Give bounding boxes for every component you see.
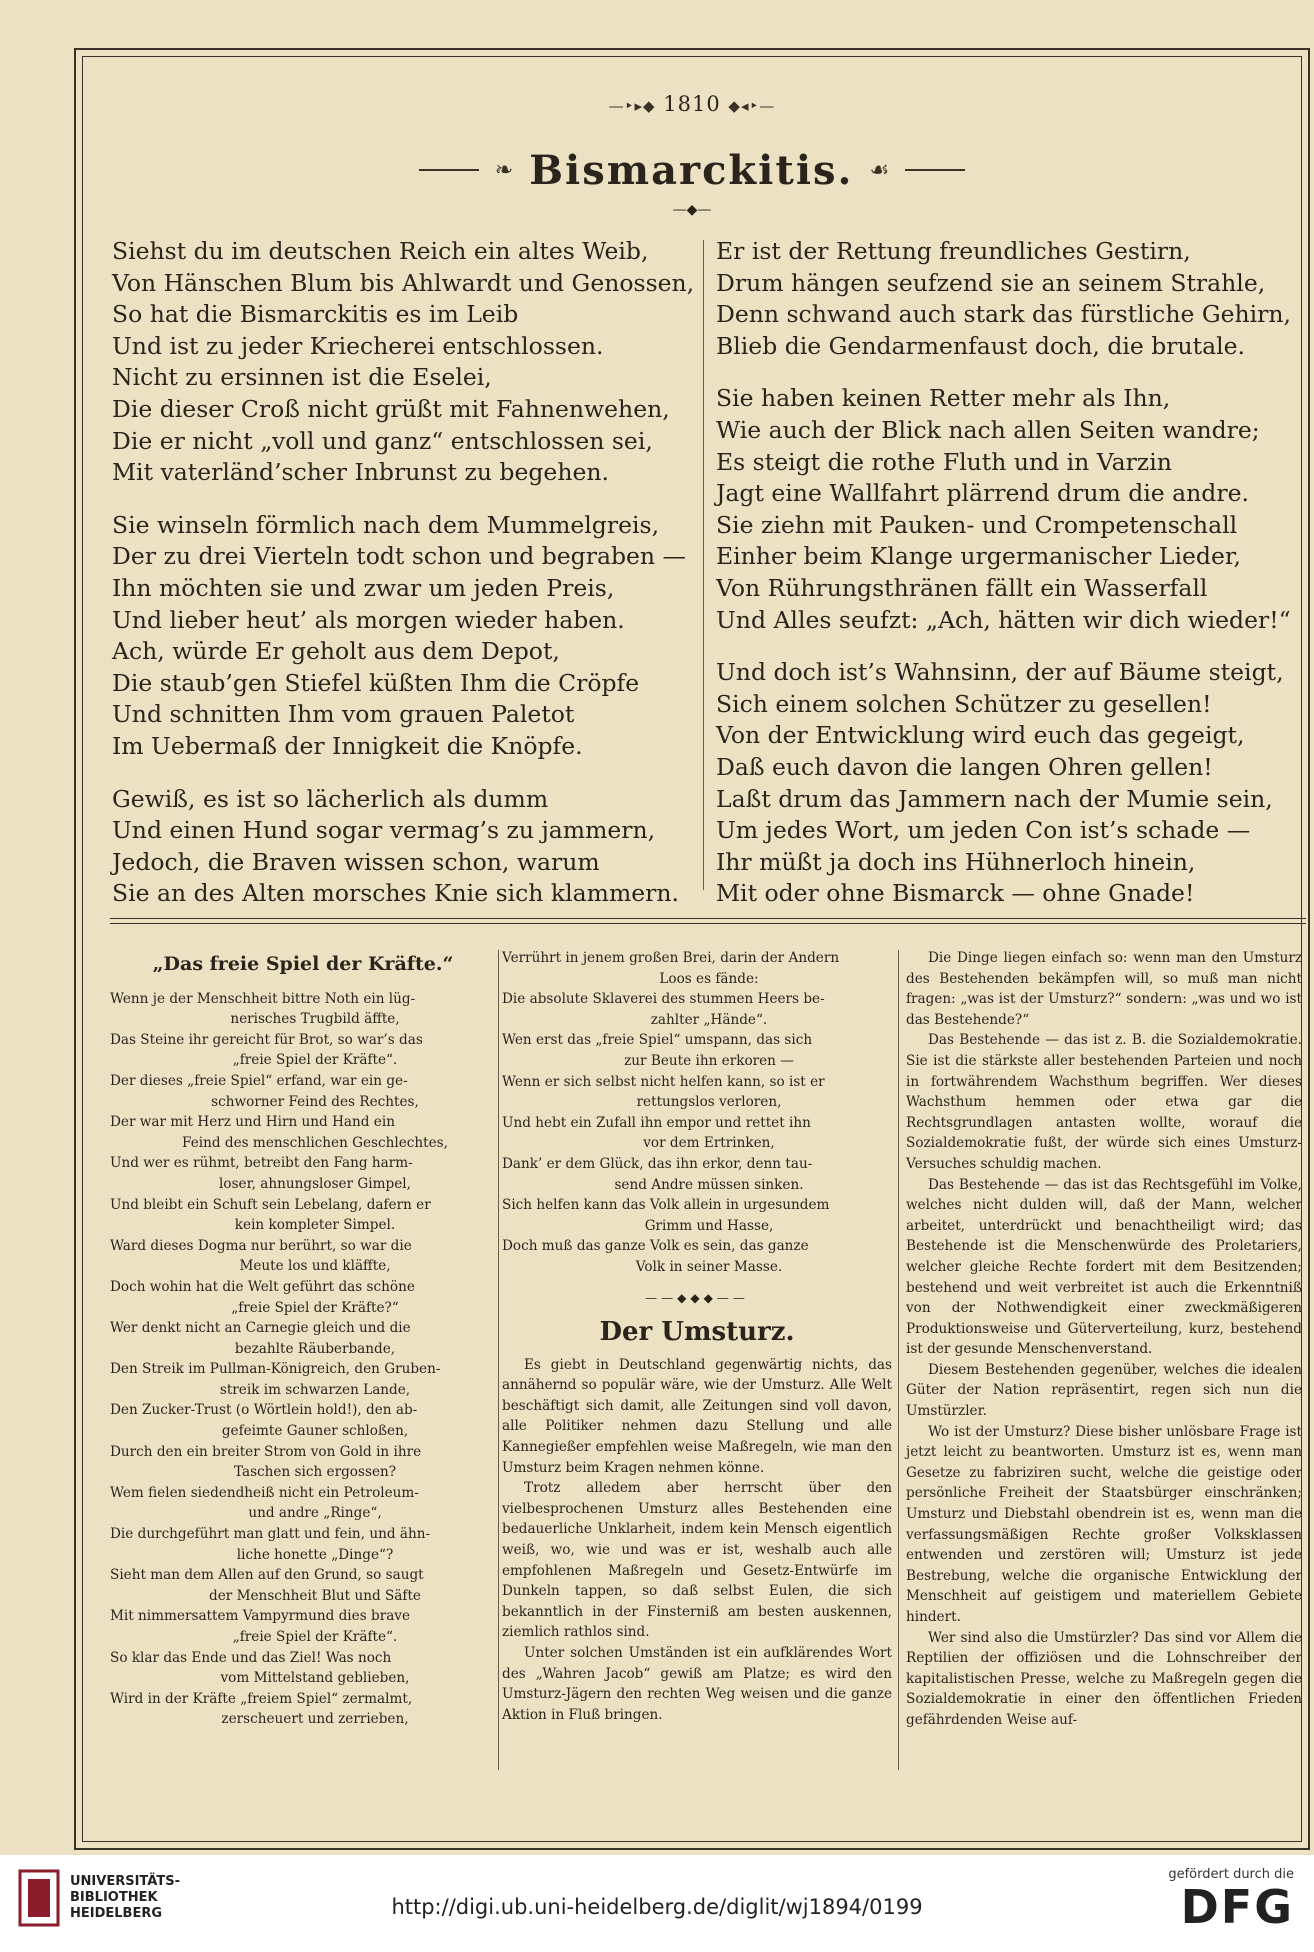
verse-line: Wen erst das „freie Spiel“ umspann, das sich <box>502 1032 813 1049</box>
poem-stanza <box>716 383 1306 636</box>
verse-line: Verrührt in jenem großen Brei, darin der Andern <box>502 950 840 966</box>
poem-line: Mit vaterländ’scher Inbrunst zu begehen. <box>112 458 609 487</box>
article-paragraph: Wo ist der Umsturz? Diese bisher unlösbare Frage ist jetzt leicht zu beantworten. Umsturz ist es, wenn man Gesetze zu fabriziren sucht, welche die geistige oder persönliche Freiheit der Staatsbürger einschränken; Umsturz und Diebstahl obendrein ist es, wenn man die verfassungsmäßigen Rechte großer Volksklassen entwenden und zerstören will; Umsturz ist jede Bestrebung, welche die organische Entwicklung der Menschheit auf geistigem und materiellem Gebiete hindert. <box>906 1423 1302 1625</box>
article-paragraph: Trotz alledem aber herrscht über den vielbesprochenen Umsturz alles Bestehenden eine bedauerliche Unklarheit, indem kein Mensch eigentlich weiß, wo, wie und was er ist, weshalb auch alle empfohlenen Maßregeln und Gesetz-Entwürfe im Dunkeln tappen, so daß selbst Eulen, die sich bekanntlich in der Finsterniß am besten auskennen, ziemlich rathlos sind. <box>502 1480 892 1641</box>
poem-line: Ach, würde Er geholt aus dem Depot, <box>112 637 560 666</box>
article-paragraph: Die Dinge liegen einfach so: wenn man den Umsturz des Bestehenden bekämpfen will, so muß man nicht fragen: „was ist der Umsturz?“ sondern: „was und wo ist das Bestehende?“ <box>906 950 1302 1028</box>
verse-line: Und wer es rühmt, betreibt den Fang harm- <box>110 1155 413 1172</box>
verse-line: Wem fielen siedendheiß nicht ein Petroleum- <box>110 1484 419 1501</box>
article-paragraph: Das Bestehende — das ist z. B. die Sozialdemokratie. Sie ist die stärkste aller bestehenden Parteien und noch in fortwährendem Wachsthum begriffen. Wer dieses Wachsthum hemmen oder etwa gar die Rechtsgrundlagen antasten wollte, worauf die Sozialdemokratie fußt, der würde sich eines Umsturz-Versuches schuldig machen. <box>906 1032 1302 1172</box>
verse-line: Durch den ein breiter Strom von Gold in ihre <box>110 1443 422 1460</box>
article-separator: ——◆◆◆—— <box>645 1290 749 1305</box>
verse-line: und andre „Ringe“, <box>248 1505 382 1522</box>
poem-line: Und einen Hund sogar vermag’s zu jammern, <box>112 816 656 845</box>
article-paragraph: Diesem Bestehenden gegenüber, welches die idealen Güter der Nation repräsentirt, regen sich nun die Umstürzler. <box>906 1361 1302 1420</box>
verse-line: Doch wohin hat die Welt geführt das schöne <box>110 1278 415 1295</box>
title-rule-left <box>419 169 479 171</box>
source-url-link[interactable]: http://digi.ub.uni-heidelberg.de/diglit/wj1894/0199 <box>391 1895 923 1919</box>
verse-line: So klar das Ende und das Ziel! Was noch <box>110 1649 392 1666</box>
poem-line: Und doch ist’s Wahnsinn, der auf Bäume steigt, <box>716 658 1284 687</box>
article1-verse-col1 <box>110 989 496 1730</box>
article-column-3 <box>906 948 1302 1731</box>
poem-column-divider <box>703 240 704 890</box>
verse-line: bezahlte Räuberbande, <box>234 1340 396 1357</box>
poem-line: Einher beim Klange urgermanischer Lieder, <box>716 542 1241 571</box>
verse-line: Den Streik im Pullman-Königreich, den Gruben- <box>110 1361 441 1378</box>
verse-line: Die absolute Sklaverei des stummen Heers be- <box>502 991 825 1008</box>
column-rule-2 <box>898 950 899 1770</box>
verse-line: „freie Spiel der Kräfte?“ <box>231 1299 399 1316</box>
poem-stanza <box>716 236 1306 362</box>
page-number-row <box>82 92 1302 116</box>
verse-line: Den Zucker-Trust (o Wörtlein hold!), den ab- <box>110 1402 418 1419</box>
university-name-line-1: UNIVERSITÄTS- <box>70 1874 180 1889</box>
section-rule-double <box>110 923 1306 924</box>
title-flourish-left: ❧ <box>494 157 514 183</box>
page-number-ornament-right: ◆◂‣— <box>728 97 776 115</box>
article1-title: „Das freie Spiel der Kräfte.“ <box>152 953 454 975</box>
article2-text-col2 <box>502 1355 892 1726</box>
verse-line: vor dem Ertrinken, <box>643 1135 775 1152</box>
verse-line: Mit nimmersattem Vampyrmund dies brave <box>110 1608 411 1625</box>
verse-line: Meute los und kläffte, <box>239 1258 391 1275</box>
verse-line: Feind des menschlichen Geschlechtes, <box>182 1134 448 1151</box>
verse-line: Und bleibt ein Schuft sein Lebelang, dafern er <box>110 1196 431 1213</box>
poem-line: Und lieber heut’ als morgen wieder haben. <box>112 605 625 634</box>
poem-line: Sie an des Alten morsches Knie sich klammern. <box>112 879 679 908</box>
verse-line: der Menschheit Blut und Säfte <box>209 1587 421 1604</box>
poem-line: Sie haben keinen Retter mehr als Ihn, <box>716 384 1171 413</box>
poem-line: Daß euch davon die langen Ohren gellen! <box>716 752 1213 781</box>
verse-line: Und hebt ein Zufall ihn empor und rettet ihn <box>502 1114 811 1131</box>
poem-line: Der zu drei Vierteln todt schon und begraben — <box>112 542 687 571</box>
poem-line: Und Alles seufzt: „Ach, hätten wir dich wieder!“ <box>716 605 1291 634</box>
verse-line: Ward dieses Dogma nur berührt, so war die <box>110 1237 412 1254</box>
title-flourish-right: ☙ <box>869 157 890 183</box>
verse-line: Das Steine ihr gereicht für Brot, so war’s das <box>110 1031 423 1048</box>
poem-left-column <box>112 236 702 931</box>
poem-line: Siehst du im deutschen Reich ein altes Weib, <box>112 237 649 265</box>
poem-line: Laßt drum das Jammern nach der Mumie sein, <box>716 784 1273 813</box>
verse-line: zur Beute ihn erkoren — <box>624 1052 794 1069</box>
poem-title: Bismarckitis. <box>529 146 854 194</box>
article-paragraph: Das Bestehende — das ist das Rechtsgefühl im Volke, welches nicht dulden will, daß der Mann, welcher arbeitet, unterdrückt und benachtheiligt wird; das Bestehende ist die Menschenwürde des Proletariers, welcher gleiche Rechte fordert mit dem Besitzenden; bestehend und weit verbreitet ist auch die Erkenntniß von der Nothwendigkeit einer zweckmäßigeren Produktionsweise und Güterverteilung, kurz, bestehend ist der gesunde Menschenverstand. <box>906 1176 1302 1358</box>
page-number: 1810 <box>663 92 721 116</box>
section-rule <box>110 918 1306 919</box>
article-paragraph: Wer sind also die Umstürzler? Das sind vor Allem die Reptilien der offiziösen und die Lohnschreiber der kapitalistischen Presse, welche zu Maßregeln gegen die Sozialdemokratie in einer den öffentlichen Frieden gefährdenden Weise auf- <box>906 1629 1302 1728</box>
verse-line: kein kompleter Simpel. <box>234 1217 396 1234</box>
verse-line: „freie Spiel der Kräfte“. <box>232 1629 398 1645</box>
verse-line: Die durchgeführt man glatt und fein, und ähn- <box>110 1526 431 1543</box>
column-rule-1 <box>498 950 499 1770</box>
article2-text-col3 <box>906 948 1302 1731</box>
article-paragraph: Es giebt in Deutschland gegenwärtig nichts, das annähernd so populär wäre, wie der Umsturz. Alle Welt beschäftigt sich damit, alle Zeitungen sind voll davon, alle Politiker nehmen dazu Stellung und alle Kannegießer empfehlen weise Maßregeln, wie man den Umsturz beim Kragen nehmen könne. <box>502 1356 892 1476</box>
article-paragraph: Unter solchen Umständen ist ein aufklärendes Wort des „Wahren Jacob“ gewiß am Platze; es wird den Umsturz-Jägern den rechten Weg weisen und die ganze Aktion in Fluß bringen. <box>502 1645 892 1723</box>
poem-line: Die er nicht „voll und ganz“ entschlossen sei, <box>112 426 653 455</box>
verse-line: Der dieses „freie Spiel“ erfand, war ein ge- <box>110 1072 408 1089</box>
article-column-1 <box>110 948 496 1730</box>
verse-line: Grimm und Hasse, <box>644 1217 774 1234</box>
poem-line: Ihn möchten sie und zwar um jeden Preis, <box>112 573 615 602</box>
poem-line: Ihr müßt ja doch ins Hühnerloch hinein, <box>716 847 1196 876</box>
verse-line: vom Mittelstand geblieben, <box>220 1670 410 1687</box>
verse-line: schworner Feind des Rechtes, <box>211 1093 419 1110</box>
article2-title: Der Umsturz. <box>599 1317 795 1348</box>
verse-line: Volk in seiner Masse. <box>635 1258 783 1275</box>
verse-line: Wenn je der Menschheit bittre Noth ein lüg- <box>110 990 416 1007</box>
poem-line: Drum hängen seufzend sie an seinem Strahle, <box>716 268 1266 297</box>
poem-line: Die dieser Croß nicht grüßt mit Fahnenwehen, <box>112 394 670 423</box>
verse-line: gefeimte Gauner schloßen, <box>221 1423 409 1440</box>
verse-line: zerscheuert und zerrieben, <box>221 1711 409 1728</box>
poem-line: Und schnitten Ihm vom grauen Paletot <box>112 700 575 729</box>
poem-line: Wie auch der Blick nach allen Seiten wandre; <box>716 415 1260 444</box>
title-ornament: —◆— <box>672 202 712 218</box>
poem-right-column <box>716 236 1306 931</box>
verse-line: Loos es fände: <box>659 970 759 987</box>
university-name-line-2: BIBLIOTHEK <box>70 1890 158 1905</box>
poem-stanza <box>112 510 702 763</box>
poem-line: Die staub’gen Stiefel küßten Ihm die Cröpfe <box>112 668 640 697</box>
verse-line: Doch muß das ganze Volk es sein, das ganze <box>502 1238 809 1255</box>
poem-line: Von der Entwicklung wird euch das gegeigt, <box>716 721 1245 750</box>
poem-line: Denn schwand auch stark das fürstliche Gehirn, <box>716 300 1292 329</box>
poem-line: Jagt eine Wallfahrt plärrend drum die andre. <box>716 479 1249 508</box>
footer-bar <box>0 1855 1314 1952</box>
poem-stanza <box>716 657 1306 910</box>
poem-line: Er ist der Rettung freundliches Gestirn, <box>716 237 1191 265</box>
verse-line: Taschen sich ergossen? <box>233 1464 397 1481</box>
verse-line: send Andre müssen sinken. <box>614 1176 804 1193</box>
verse-line: streik im schwarzen Lande, <box>219 1381 411 1398</box>
poem-line: Blieb die Gendarmenfaust doch, die brutale. <box>716 331 1246 360</box>
article-column-2 <box>502 948 892 1725</box>
poem-line: Um jedes Wort, um jeden Con ist’s schade — <box>716 816 1251 845</box>
poem-line: So hat die Bismarckitis es im Leib <box>112 300 519 329</box>
verse-line: Wer denkt nicht an Carnegie gleich und die <box>110 1320 411 1337</box>
verse-line: Wird in der Kräfte „freiem Spiel“ zermalmt, <box>110 1690 413 1707</box>
poem-line: Jedoch, die Braven wissen schon, warum <box>112 847 600 876</box>
dfg-logo: DFG <box>1180 1880 1294 1934</box>
verse-line: Sieht man dem Allen auf den Grund, so saugt <box>110 1567 424 1584</box>
poem-line: Im Uebermaß der Innigkeit die Knöpfe. <box>112 731 583 760</box>
poem-title-row <box>82 140 1302 200</box>
poem-line: Nicht zu ersinnen ist die Eselei, <box>112 363 492 392</box>
poem-line: Von Rührungsthränen fällt ein Wasserfall <box>716 573 1208 602</box>
poem-stanza <box>112 236 702 489</box>
title-rule-right <box>905 169 965 171</box>
verse-line: rettungslos verloren, <box>636 1094 782 1111</box>
poem-line: Es steigt die rothe Fluth und in Varzin <box>716 447 1172 476</box>
university-name-line-3: HEIDELBERG <box>70 1906 163 1921</box>
poem-line: Sie winseln förmlich nach dem Mummelgreis, <box>112 510 660 539</box>
verse-line: Der war mit Herz und Hirn und Hand ein <box>110 1114 395 1131</box>
poem-line: Mit oder ohne Bismarck — ohne Gnade! <box>716 879 1195 908</box>
verse-line: Sich helfen kann das Volk allein in urgesundem <box>502 1197 830 1214</box>
article1-verse-col2 <box>502 948 892 1278</box>
poem-line: Und ist zu jeder Kriecherei entschlossen. <box>112 331 604 360</box>
verse-line: „freie Spiel der Kräfte“. <box>232 1052 398 1069</box>
sponsor-logo[interactable] <box>1168 1867 1294 1932</box>
verse-line: Dank’ er dem Glück, das ihn erkor, denn tau- <box>502 1155 813 1172</box>
page-number-ornament-left: —‣▸◆ <box>608 97 656 115</box>
poem-stanza <box>112 784 702 910</box>
poem-line: Sich einem solchen Schützer zu gesellen! <box>716 689 1212 718</box>
sponsor-caption: gefördert durch die <box>1168 1867 1294 1882</box>
poem-line: Sie ziehn mit Pauken- und Crompetenschall <box>716 510 1238 539</box>
verse-line: liche honette „Dinge“? <box>236 1546 394 1563</box>
verse-line: zahlter „Hände“. <box>650 1011 768 1028</box>
poem-line: Gewiß, es ist so lächerlich als dumm <box>112 784 549 813</box>
verse-line: nerisches Trugbild äffte, <box>230 1011 400 1028</box>
poem-line: Von Hänschen Blum bis Ahlwardt und Genossen, <box>112 268 695 297</box>
verse-line: loser, ahnungsloser Gimpel, <box>219 1175 411 1192</box>
verse-line: Wenn er sich selbst nicht helfen kann, so ist er <box>502 1073 825 1090</box>
